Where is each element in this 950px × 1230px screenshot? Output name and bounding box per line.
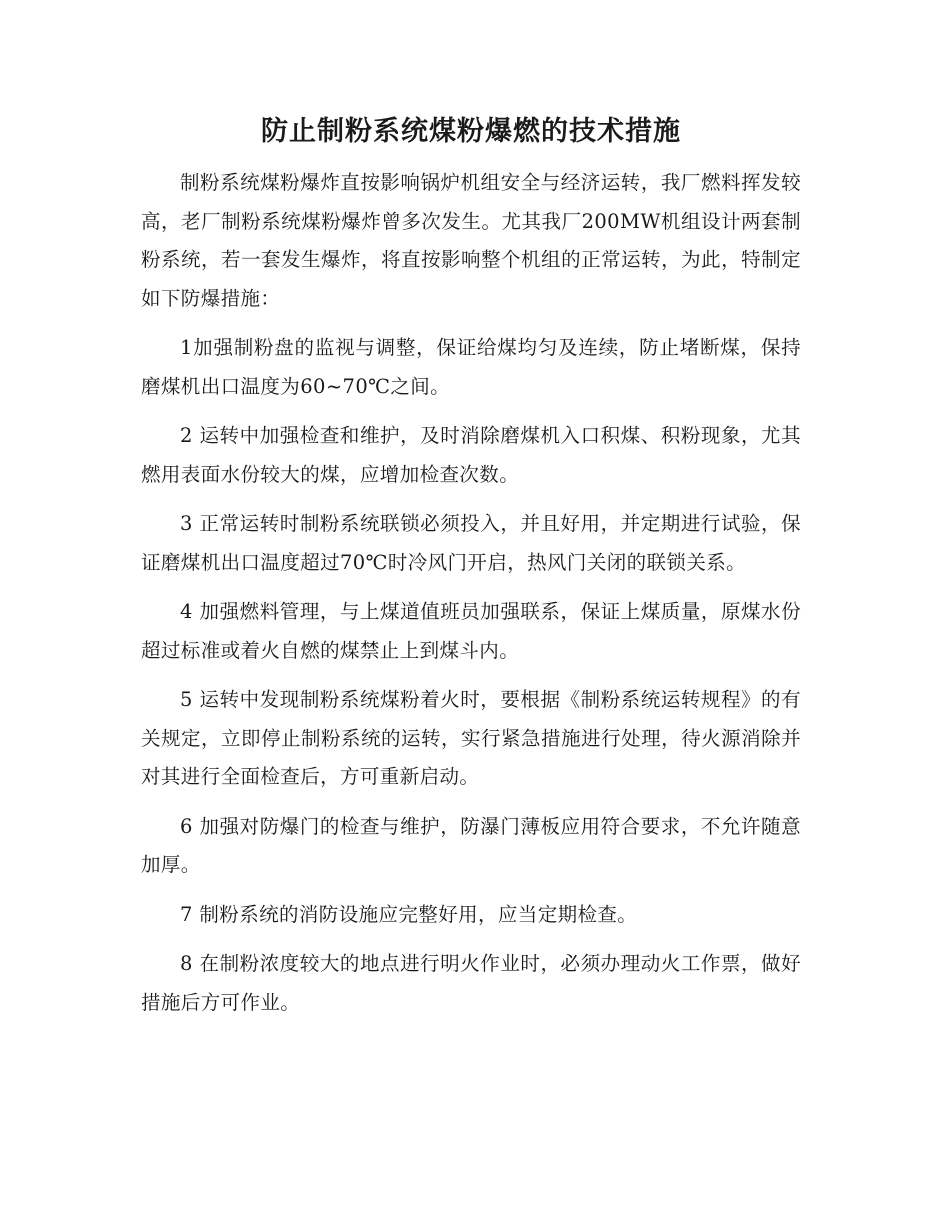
- measure-item-6: 6 加强对防爆门的检查与维护，防瀑门薄板应用符合要求，不允许随意加厚。: [141, 814, 801, 876]
- measure-item-5: 5 运转中发现制粉系统煤粉着火时，要根据《制粉系统运转规程》的有关规定，立即停止制粉系统的运转，实行紧急措施进行处理，待火源消除并对其进行全面检查后，方可重新启动。: [141, 688, 801, 788]
- measure-item-3: 3 正常运转时制粉系统联锁必须投入，并且好用，并定期进行试验，保证磨煤机出口温度超过70℃时冷风门开启，热风门关闭的联锁关系。: [141, 512, 801, 574]
- measure-item-7: 7 制粉系统的消防设施应完整好用，应当定期检查。: [180, 902, 638, 926]
- measure-item-2: 2 运转中加强检查和维护，及时消除磨煤机入口积煤、积粉现象，尤其燃用表面水份较大的煤，应增加检查次数。: [141, 424, 801, 486]
- intro-paragraph: 制粉系统煤粉爆炸直按影响锅炉机组安全与经济运转，我厂燃料挥发较高，老厂制粉系统煤粉爆炸曾多次发生。尤其我厂200MW机组设计两套制粉系统，若一套发生爆炸，将直按影响整个机组的正常运转，为此，特制定如下防爆措施：: [141, 171, 801, 310]
- measure-item-4: 4 加强燃料管理，与上煤道值班员加强联系，保证上煤质量，原煤水份超过标准或着火自燃的煤禁止上到煤斗内。: [141, 600, 801, 662]
- measure-item-1: 1加强制粉盘的监视与调整，保证给煤均匀及连续，防止堵断煤，保持磨煤机出口温度为60~70℃之间。: [141, 336, 801, 398]
- document-page: [141, 110, 801, 1033]
- measure-item-8: 8 在制粉浓度较大的地点进行明火作业时，必须办理动火工作票，做好措施后方可作业。: [141, 952, 801, 1014]
- document-title: 防止制粉系统煤粉爆燃的技术措施: [261, 116, 681, 147]
